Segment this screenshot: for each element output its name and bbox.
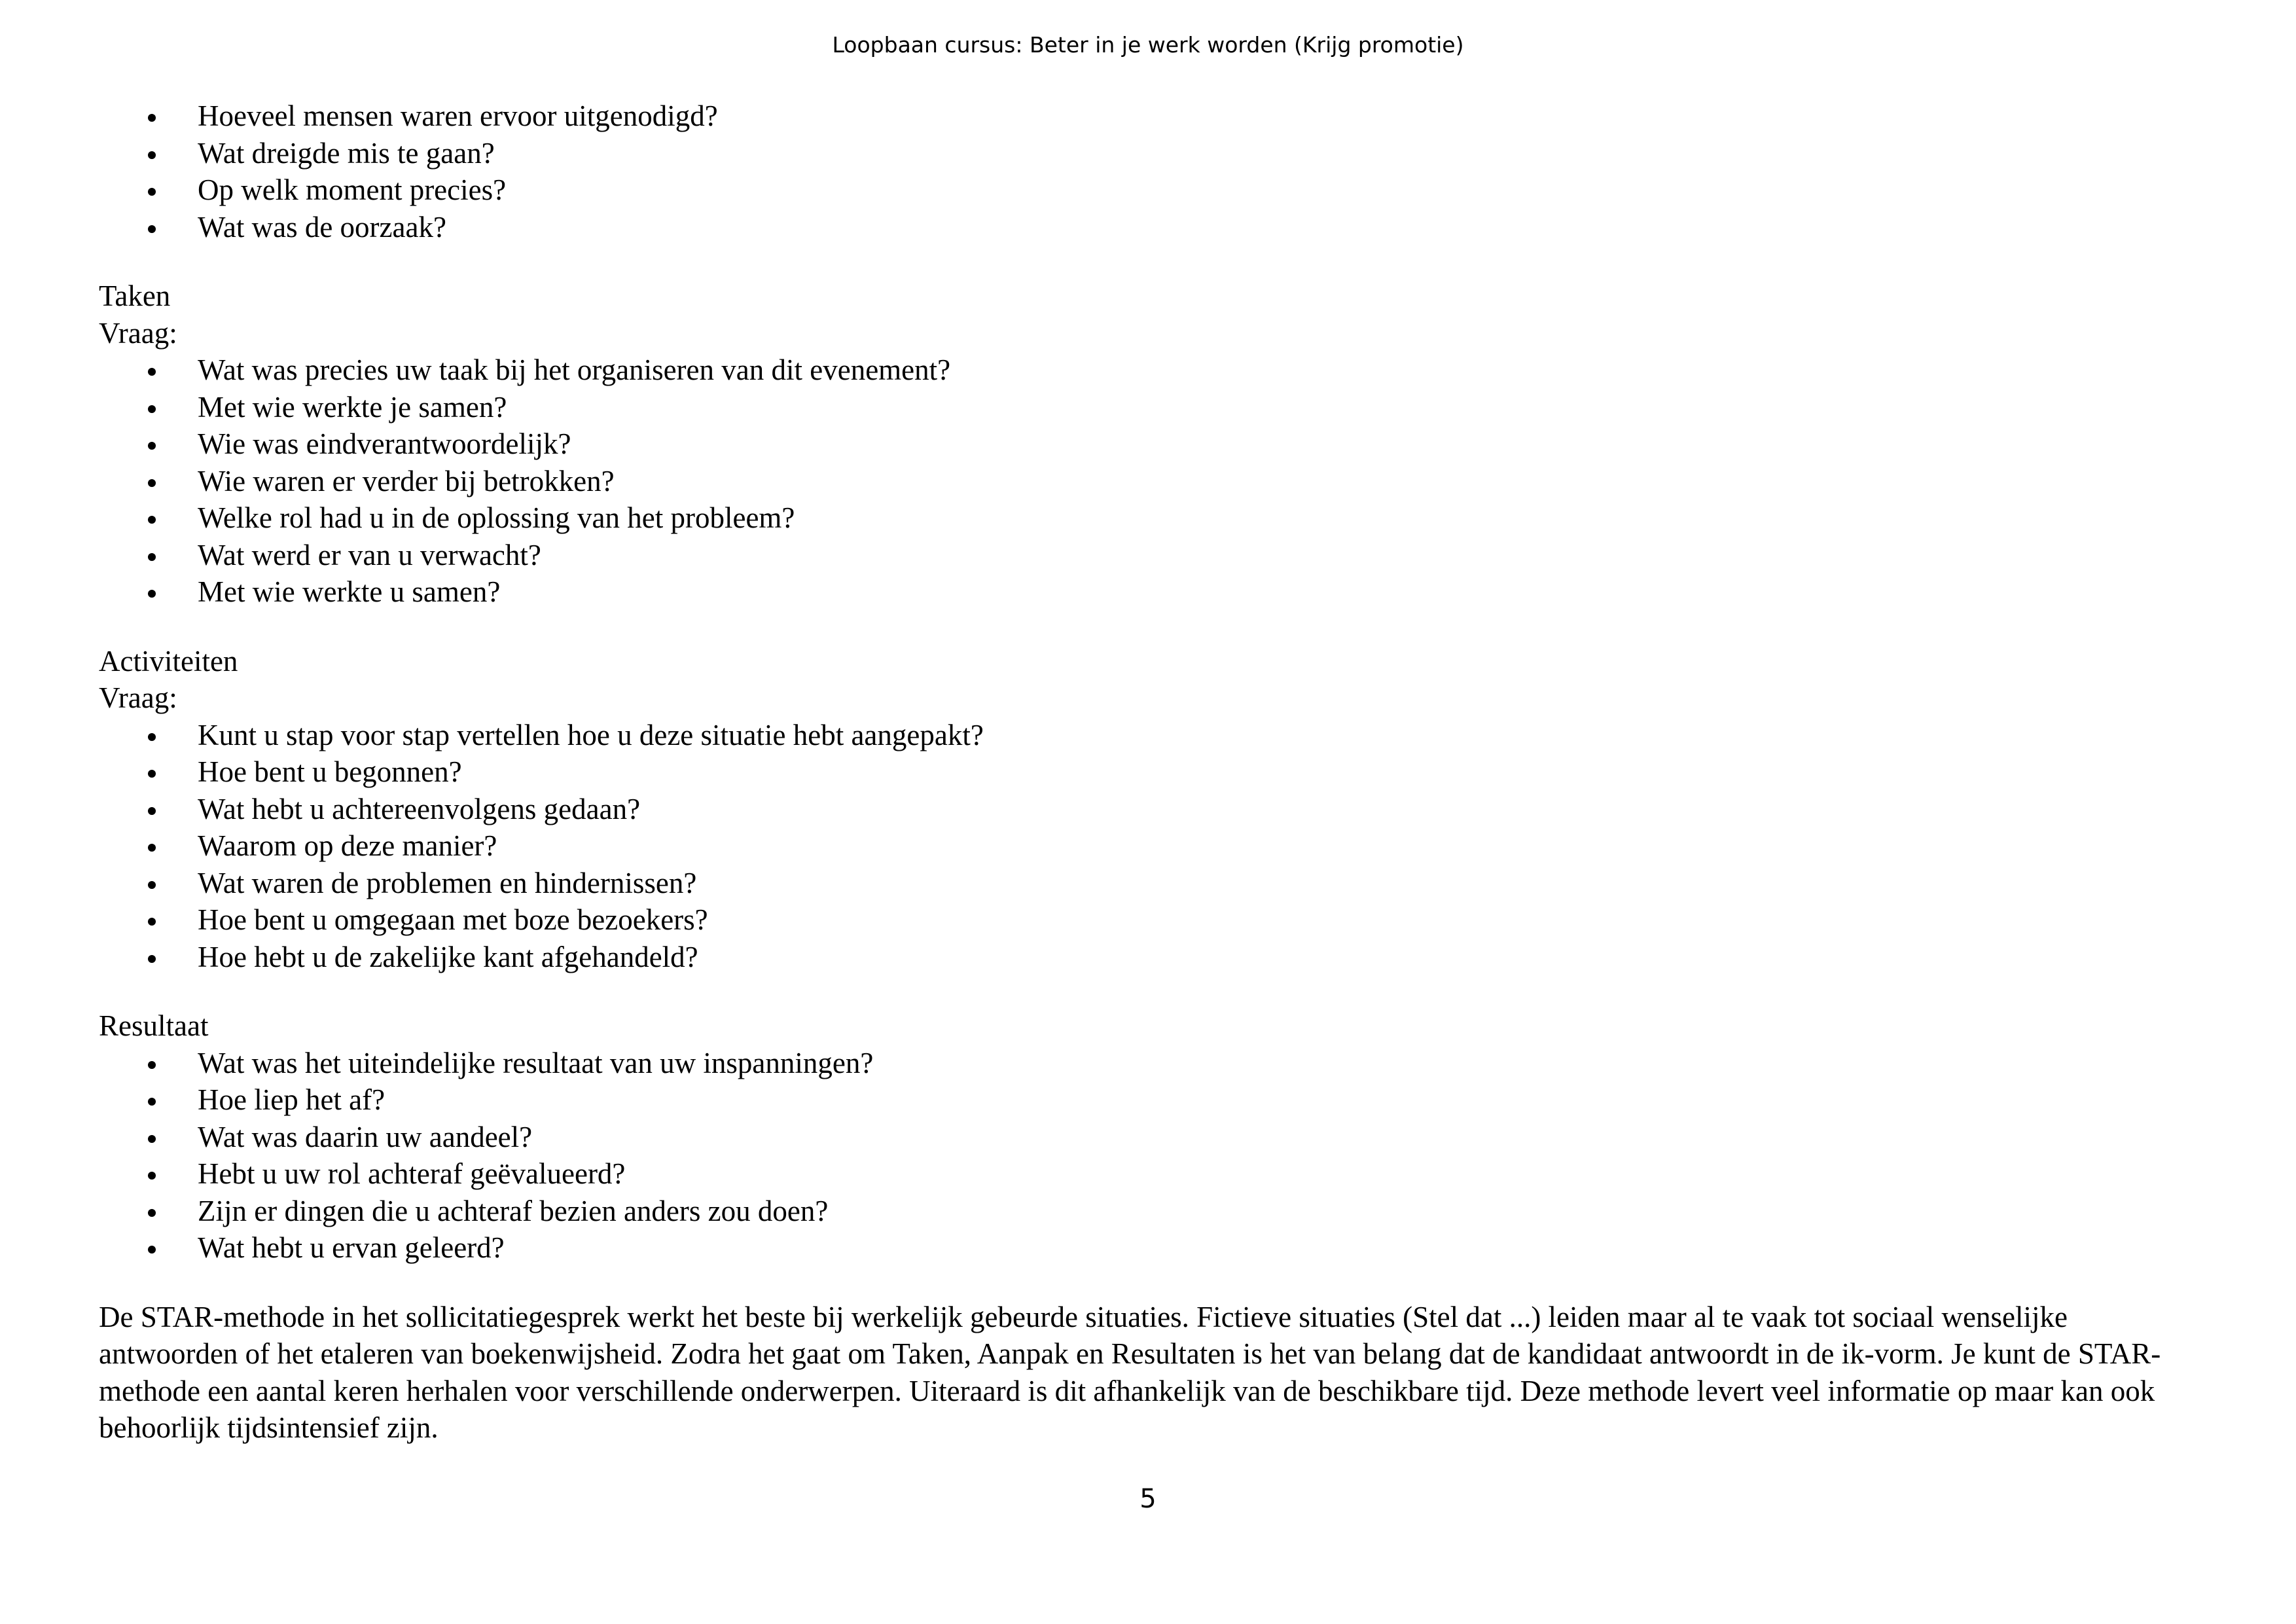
document-body xyxy=(99,98,2206,1447)
question-list xyxy=(99,352,2206,611)
list-item: Met wie werkte u samen? xyxy=(99,573,2206,611)
list-item: Wat hebt u achtereenvolgens gedaan? xyxy=(99,791,2206,828)
list-item: Wie was eindverantwoordelijk? xyxy=(99,425,2206,463)
list-item: Hoe bent u omgegaan met boze bezoekers? xyxy=(99,901,2206,939)
list-item: Wat was het uiteindelijke resultaat van uw inspanningen? xyxy=(99,1045,2206,1082)
intro-question-list xyxy=(99,98,2206,245)
list-item: Wat was precies uw taak bij het organiseren van dit evenement? xyxy=(99,352,2206,389)
question-label: Vraag: xyxy=(99,316,177,350)
question-list xyxy=(99,1045,2206,1267)
list-item: Zijn er dingen die u achteraf bezien anders zou doen? xyxy=(99,1193,2206,1230)
section-heading: Resultaat xyxy=(99,1009,209,1042)
page-header: Loopbaan cursus: Beter in je werk worden (Krijg promotie) xyxy=(832,32,1464,58)
list-item: Kunt u stap voor stap vertellen hoe u deze situatie hebt aangepakt? xyxy=(99,717,2206,754)
list-item: Wat dreigde mis te gaan? xyxy=(99,135,2206,172)
list-item: Met wie werkte je samen? xyxy=(99,389,2206,426)
list-item: Hebt u uw rol achteraf geëvalueerd? xyxy=(99,1155,2206,1193)
list-item: Wat waren de problemen en hindernissen? xyxy=(99,865,2206,902)
list-item: Wat werd er van u verwacht? xyxy=(99,537,2206,574)
list-item: Hoe hebt u de zakelijke kant afgehandeld? xyxy=(99,939,2206,976)
list-item: Hoe liep het af? xyxy=(99,1081,2206,1119)
page-number: 5 xyxy=(1139,1484,1157,1514)
section-heading: Taken xyxy=(99,280,171,312)
list-item: Op welk moment precies? xyxy=(99,171,2206,209)
list-item: Hoeveel mensen waren ervoor uitgenodigd? xyxy=(99,98,2206,135)
summary-paragraph: De STAR-methode in het sollicitatiegesprek werkt het beste bij werkelijk gebeurde situaties. Fictieve situaties (Stel dat ...) leiden maar al te vaak tot sociaal wenselijke antwoorden of het etaleren van boekenwijsheid. Zodra het gaat om Taken, Aanpak en Resultaten is het van belang dat de kandidaat antwoordt in de ik-vorm. Je kunt de STAR-methode een aantal keren herhalen voor verschillende onderwerpen. Uiteraard is dit afhankelijk van de beschikbare tijd. Deze methode levert veel informatie op maar kan ook behoorlijk tijdsintensief zijn. xyxy=(99,1300,2161,1444)
list-item: Waarom op deze manier? xyxy=(99,827,2206,865)
list-item: Welke rol had u in de oplossing van het probleem? xyxy=(99,499,2206,537)
section-taken xyxy=(99,278,2206,611)
section-activiteiten xyxy=(99,643,2206,976)
list-item: Wat was de oorzaak? xyxy=(99,209,2206,246)
list-item: Hoe bent u begonnen? xyxy=(99,753,2206,791)
question-label: Vraag: xyxy=(99,681,177,714)
list-item: Wat was daarin uw aandeel? xyxy=(99,1119,2206,1156)
section-resultaat xyxy=(99,1007,2206,1267)
section-heading: Activiteiten xyxy=(99,644,238,677)
question-list xyxy=(99,717,2206,976)
list-item: Wat hebt u ervan geleerd? xyxy=(99,1229,2206,1267)
list-item: Wie waren er verder bij betrokken? xyxy=(99,463,2206,500)
